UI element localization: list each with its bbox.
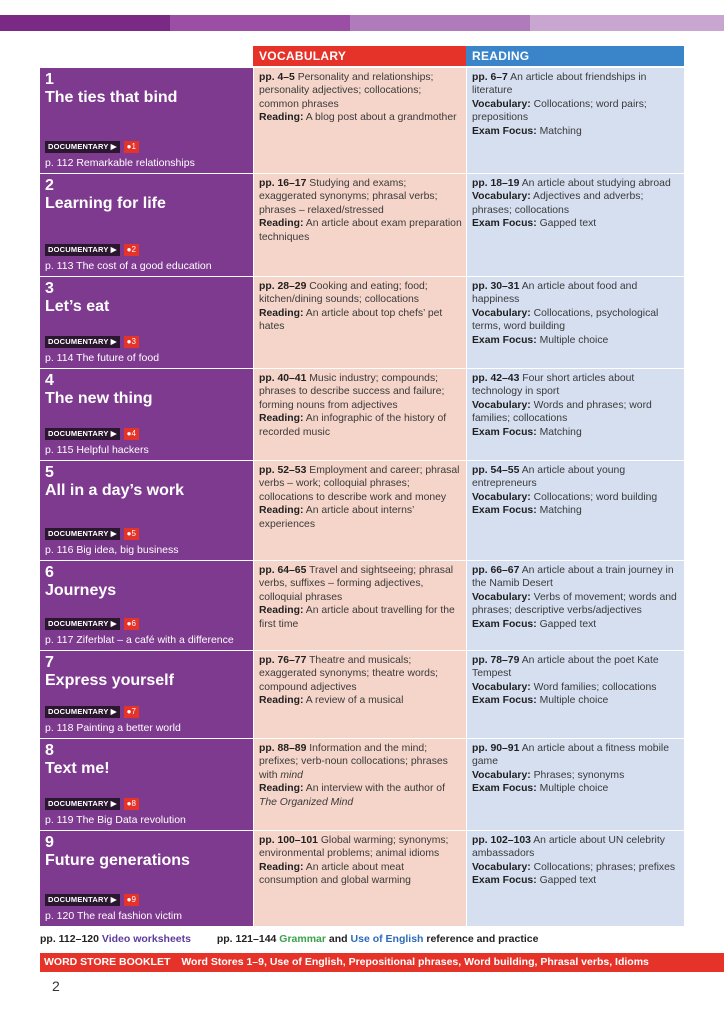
unit-panel[interactable] [40,369,253,460]
reading-cell [466,831,684,926]
reading-vocabulary: Collocations, psychological terms, word building [472,307,659,333]
vocabulary-reading-text: An article about travelling for the first time [259,605,455,630]
band-segment [530,15,724,31]
documentary-link[interactable] [45,528,139,540]
reading-cell [466,68,684,173]
reading-label: Reading: [259,605,304,617]
unit-number: 2 [45,177,54,194]
unit-title[interactable]: Future generations [45,852,190,869]
reading-label: Reading: [259,307,304,319]
worksheet-page: p. 116 [45,544,74,556]
documentary-label: DOCUMENTARY [48,619,109,628]
vocabulary-reading-text: An article about exam preparation techniques [259,218,462,243]
vocabulary-topics: Employment and career; phrasal verbs – work; colloquial phrases; collocations to describe work and money [259,465,460,503]
video-number [124,428,139,440]
vocabulary-cell [253,68,466,173]
documentary-link[interactable] [45,798,139,810]
reading-cell [466,277,684,368]
reference-suffix: reference and practice [426,933,539,945]
vocabulary-label: Vocabulary: [472,191,531,203]
exam-focus-label: Exam Focus: [472,695,537,707]
worksheet-page: p. 115 [45,444,74,456]
exam-focus: Gapped text [539,875,597,887]
unit-row [40,739,684,831]
reading-pages[interactable]: pp. 42–43 [472,373,520,384]
documentary-label: DOCUMENTARY [48,529,109,538]
video-worksheet-ref[interactable] [45,544,179,556]
reading-text: An article about studying abroad [521,178,671,189]
vocabulary-pages[interactable]: pp. 28–29 [259,281,307,292]
vocabulary-topics: Personality and relationships; personality adjectives; collocations; common phrases [259,72,434,110]
vocabulary-header: VOCABULARY [253,46,466,66]
reading-vocabulary: Word families; collocations [533,681,657,693]
documentary-badge [45,798,120,810]
band-segment [350,15,530,31]
vocabulary-cell [253,277,466,368]
documentary-badge [45,528,120,540]
documentary-badge [45,244,120,256]
reference-pages: pp. 121–144 [216,933,277,945]
unit-number: 1 [45,71,54,88]
unit-panel[interactable] [40,831,253,926]
documentary-badge [45,706,120,718]
documentary-label: DOCUMENTARY [48,895,109,904]
documentary-label: DOCUMENTARY [48,707,109,716]
unit-row [40,561,684,651]
vocabulary-label: Vocabulary: [472,491,531,503]
vocabulary-topics: Music industry; compounds; phrases to describe success and failure; forming nouns from adjectives [259,373,445,411]
reading-cell [466,739,684,830]
video-number [124,894,139,906]
video-number [124,706,139,718]
exam-focus: Gapped text [539,218,597,230]
top-color-band [0,15,724,31]
video-icon: ● [126,245,132,254]
reading-label: Reading: [259,861,304,873]
play-icon: ▶ [108,142,117,151]
unit-panel[interactable] [40,68,253,173]
documentary-link[interactable] [45,244,139,256]
and-text: and [328,933,348,945]
vocabulary-reading-text: An article about interns’ experiences [259,505,414,530]
video-number-text: 4 [131,429,136,438]
reading-text: An article about a fitness mobile game [472,743,669,768]
exam-focus: Matching [539,505,582,517]
reading-pages[interactable]: pp. 30–31 [472,281,520,292]
video-worksheet-ref[interactable] [45,157,195,169]
documentary-link[interactable] [45,336,139,348]
vocabulary-cell [253,174,466,276]
documentary-link[interactable] [45,894,139,906]
video-worksheet-ref[interactable] [45,722,181,734]
vocabulary-label: Vocabulary: [472,861,531,873]
vocabulary-pages[interactable]: pp. 88–89 [259,743,307,754]
vocabulary-pages[interactable]: pp. 16–17 [259,178,307,189]
worksheet-title: Big idea, big business [76,544,179,556]
word-store-bar [40,953,724,972]
video-icon: ● [126,337,132,346]
word-store-text: Word Stores 1–9, Use of English, Prepositional phrases, Word building, Phrasal verbs, Idioms [181,956,649,968]
documentary-link[interactable] [45,428,139,440]
reading-pages[interactable]: pp. 90–91 [472,743,520,754]
reading-cell [466,369,684,460]
documentary-badge [45,428,120,440]
reading-pages[interactable]: pp. 78–79 [472,655,520,666]
reading-label: Reading: [259,413,304,425]
documentary-link[interactable] [45,618,139,630]
exam-focus: Gapped text [539,618,597,630]
reading-pages[interactable]: pp. 102–103 [472,835,531,846]
vocabulary-reading-text: An infographic of the history of recorded music [259,413,447,438]
documentary-label: DOCUMENTARY [48,337,109,346]
vocabulary-reading-text: A blog post about a grandmother [305,112,457,124]
video-icon: ● [126,142,132,151]
unit-row [40,831,684,927]
worksheet-title: Helpful hackers [76,444,149,456]
reading-cell [466,561,684,650]
column-headers [253,46,684,66]
unit-panel[interactable] [40,651,253,738]
unit-title[interactable]: The ties that bind [45,89,178,106]
video-icon: ● [126,895,132,904]
unit-title[interactable]: Journeys [45,582,117,599]
reading-pages[interactable]: pp. 54–55 [472,465,520,476]
footer-references [40,933,538,945]
unit-title[interactable]: Learning for life [45,195,166,212]
reading-text: An article about UN celebrity ambassadors [472,835,665,860]
vocabulary-cell [253,461,466,560]
play-icon: ▶ [108,799,117,808]
documentary-label: DOCUMENTARY [48,429,109,438]
page-number: 2 [52,978,60,994]
vocabulary-cell [253,831,466,926]
reading-header: READING [466,46,684,66]
video-number-text: 5 [131,529,136,538]
unit-number: 9 [45,834,54,851]
exam-focus-label: Exam Focus: [472,218,537,230]
vocabulary-pages[interactable]: pp. 52–53 [259,465,307,476]
worksheet-title: The future of food [76,352,160,364]
vocabulary-label: Vocabulary: [472,98,531,110]
worksheet-title: The real fashion victim [76,910,182,922]
unit-number: 8 [45,742,54,759]
exam-focus-label: Exam Focus: [472,426,537,438]
video-number-text: 3 [131,337,136,346]
unit-panel[interactable] [40,461,253,560]
documentary-link[interactable] [45,141,139,153]
reading-vocabulary: Collocations; phrases; prefixes [533,861,676,873]
play-icon: ▶ [108,529,117,538]
reading-text: An article about a train journey in the Namib Desert [472,565,674,590]
unit-number: 5 [45,464,54,481]
video-icon: ● [126,799,132,808]
video-worksheet-ref[interactable] [45,260,212,272]
reading-label: Reading: [259,218,304,230]
unit-panel[interactable] [40,561,253,650]
vocabulary-topics: Cooking and eating; food; kitchen/dining sounds; collocations [259,281,428,306]
vocabulary-reading-text: An article about meat consumption and global warming [259,861,411,887]
vocabulary-topics: Global warming; synonyms; environmental problems; animal idioms [259,835,449,860]
vocabulary-label: Vocabulary: [472,307,531,319]
documentary-link[interactable] [45,706,139,718]
unit-row [40,174,684,277]
vocabulary-topics: Studying and exams; exaggerated synonyms; phrasal verbs; phrases – relaxed/stressed [259,178,438,216]
exam-focus: Multiple choice [539,334,609,346]
exam-focus-label: Exam Focus: [472,505,537,517]
unit-row [40,277,684,369]
vocabulary-label: Vocabulary: [472,681,531,693]
exam-focus: Matching [539,125,582,137]
vocabulary-pages[interactable]: pp. 64–65 [259,565,307,576]
vocabulary-reading-text: A review of a musical [305,695,404,707]
exam-focus: Multiple choice [539,695,609,707]
units-table [40,68,684,927]
unit-title[interactable]: All in a day’s work [45,482,185,499]
video-number-text: 7 [131,707,136,716]
worksheet-title: Painting a better world [76,722,181,734]
video-number [124,141,139,153]
video-pages: pp. 112–120 [40,933,99,945]
reading-vocabulary: Collocations; word building [533,491,658,503]
play-icon: ▶ [108,707,117,716]
reading-pages[interactable]: pp. 66–67 [472,565,520,576]
band-segment [170,15,350,31]
reading-vocabulary: Phrases; synonyms [533,769,625,781]
documentary-badge [45,618,120,630]
unit-panel[interactable] [40,277,253,368]
reading-text: An article about the poet Kate Tempest [472,655,659,680]
video-worksheets-link[interactable]: Video worksheets [101,933,191,945]
worksheet-title: The Big Data revolution [76,814,186,826]
reading-label: Reading: [259,783,304,795]
reading-cell [466,461,684,560]
vocabulary-reading-italic: The Organized Mind [259,796,354,808]
vocabulary-pages[interactable]: pp. 40–41 [259,373,307,384]
vocabulary-cell [253,739,466,830]
documentary-badge [45,141,120,153]
video-number-text: 2 [131,245,136,254]
worksheet-page: p. 118 [45,722,74,734]
video-number-text: 9 [131,895,136,904]
reading-pages[interactable]: pp. 18–19 [472,178,520,189]
worksheet-page: p. 120 [45,910,75,922]
video-number [124,798,139,810]
word-store-label: WORD STORE BOOKLET [44,956,171,968]
play-icon: ▶ [108,619,117,628]
play-icon: ▶ [108,895,117,904]
reading-label: Reading: [259,112,304,124]
reading-vocabulary: Words and phrases; word families; collocations [472,399,652,425]
documentary-badge [45,336,120,348]
video-icon: ● [126,429,132,438]
video-worksheet-ref[interactable] [45,634,234,646]
vocabulary-label: Vocabulary: [472,399,531,411]
vocabulary-label: Vocabulary: [472,769,531,781]
reading-text: An article about young entrepreneurs [472,465,626,490]
vocabulary-topics-italic: mind [280,769,303,781]
video-number-text: 8 [131,799,136,808]
grammar-link[interactable]: Grammar [279,933,326,945]
vocabulary-cell [253,561,466,650]
unit-number: 3 [45,280,54,297]
unit-number: 4 [45,372,54,389]
vocabulary-topics: Information and the mind; prefixes; verb-noun collocations; phrases with [259,743,448,781]
reading-text: An article about food and happiness [472,281,638,306]
unit-row [40,68,684,174]
worksheet-page: p. 117 [45,634,74,646]
exam-focus-label: Exam Focus: [472,618,537,630]
video-number [124,618,139,630]
worksheet-page: p. 114 [45,352,74,364]
exam-focus-label: Exam Focus: [472,875,537,887]
worksheet-title: Ziferblat – a café with a difference [76,634,234,646]
play-icon: ▶ [108,337,117,346]
documentary-label: DOCUMENTARY [48,245,109,254]
reading-vocabulary: Collocations; word pairs; prepositions [472,98,647,124]
vocabulary-label: Vocabulary: [472,591,531,603]
unit-row [40,651,684,739]
vocabulary-pages[interactable]: pp. 76–77 [259,655,307,666]
exam-focus: Matching [539,426,582,438]
reading-vocabulary: Verbs of movement; words and phrases; descriptive verbs/adjectives [472,591,677,617]
video-icon: ● [126,619,132,628]
documentary-badge [45,894,120,906]
reading-vocabulary: Adjectives and adverbs; phrases; collocations [472,191,644,216]
video-icon: ● [126,707,132,716]
video-worksheet-ref[interactable] [45,444,149,456]
vocabulary-topics: Theatre and musicals; exaggerated synonyms; theatre words; compound adjectives [259,655,439,693]
unit-row [40,461,684,561]
unit-title[interactable]: Text me! [45,760,110,777]
reading-text: An article about friendships in literature [472,72,647,97]
vocabulary-reading-text: An article about top chefs’ pet hates [259,307,443,333]
video-number [124,528,139,540]
exam-focus-label: Exam Focus: [472,334,537,346]
unit-number: 7 [45,654,54,671]
play-icon: ▶ [108,245,117,254]
band-segment [0,15,170,31]
worksheet-page: p. 119 [45,814,74,826]
reading-label: Reading: [259,695,304,707]
unit-panel[interactable] [40,739,253,830]
video-number-text: 6 [131,619,136,628]
exam-focus: Multiple choice [539,783,609,795]
reading-label: Reading: [259,505,304,517]
video-worksheet-ref[interactable] [45,352,159,364]
reading-cell [466,651,684,738]
video-number-text: 1 [131,142,136,151]
reading-cell [466,174,684,276]
worksheet-title: The cost of a good education [76,260,212,272]
video-number [124,336,139,348]
exam-focus-label: Exam Focus: [472,783,537,795]
use-of-english-link[interactable]: Use of English [350,933,424,945]
video-worksheet-ref[interactable] [45,814,186,826]
play-icon: ▶ [108,429,117,438]
unit-title[interactable]: Let’s eat [45,298,110,315]
documentary-label: DOCUMENTARY [48,799,109,808]
vocabulary-cell [253,369,466,460]
vocabulary-pages[interactable]: pp. 4–5 [259,72,295,83]
vocabulary-cell [253,651,466,738]
exam-focus-label: Exam Focus: [472,125,537,137]
video-worksheet-ref[interactable] [45,910,182,922]
vocabulary-pages[interactable]: pp. 100–101 [259,835,318,846]
unit-title[interactable]: The new thing [45,390,153,407]
worksheet-title: Remarkable relationships [76,157,195,169]
video-number [124,244,139,256]
vocabulary-reading-text: An interview with the author of [305,783,445,795]
unit-row [40,369,684,461]
video-icon: ● [126,529,132,538]
worksheet-page: p. 112 [45,157,74,169]
documentary-label: DOCUMENTARY [48,142,109,151]
reading-pages[interactable]: pp. 6–7 [472,72,508,83]
worksheet-page: p. 113 [45,260,74,272]
vocabulary-topics: Travel and sightseeing; phrasal verbs, suffixes – forming adjectives, colloquial phrases [259,565,454,603]
unit-number: 6 [45,564,54,581]
unit-panel[interactable] [40,174,253,276]
reading-text: Four short articles about technology in sport [472,373,635,398]
unit-title[interactable]: Express yourself [45,672,174,689]
